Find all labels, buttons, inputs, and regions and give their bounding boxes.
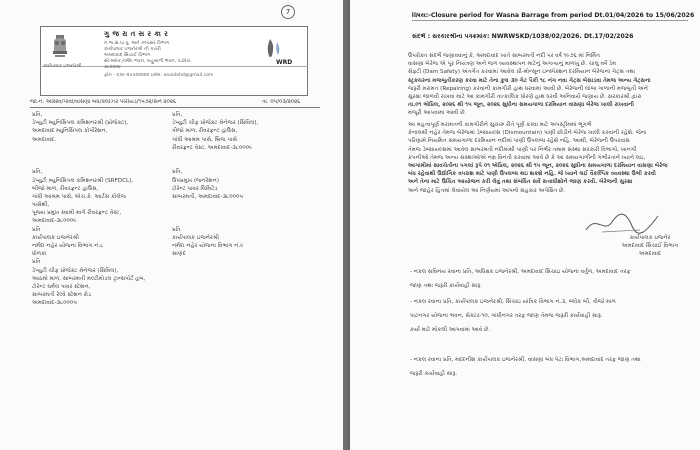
recipient-line: ડેપ્યુટી મ્યુનિસિપલ કમિશનરશ્રી (SRFDCL), [32, 177, 134, 184]
body-line: કંપનીઓ તેમજ અન્ય સંસ્થાઓએ નમ્ર વિનંતી કરવામાં આવે છે કે આ સમયગાળીની ગંભીરતાને ધ્યાને લઇ, [408, 154, 646, 161]
page-gutter [343, 0, 350, 450]
body-line: મંજૂરી આપવામાં આવી છે. [408, 110, 467, 117]
body-line: સેફ્ટી (Dam Safety) અંતર્ગત કરવામાં આવેલ પ્રી-મોન્સૂન ઇન્સ્પેક્શન દરમિયાન બેરેજના ગેટ્સ તથા [408, 69, 636, 76]
recipient-line: કાર્યપાલક ઇજનેરશ્રી [172, 234, 219, 241]
recipient-line: પ્રતિ [32, 259, 41, 266]
recipient-line: ઉપપ્રમુખ (જનરેશન) [172, 177, 220, 184]
body-line: અને તેના માટે ઉચિત આયોજન કરી લેવું તથા સંબંધિત સર્વે સત્તાધીશોને જાણ કરવી. બેરેજની સુરક્ષા [408, 179, 633, 186]
recipient-line [172, 160, 322, 168]
recipient-line: પ્રતિ, [32, 169, 43, 176]
body-line: સ્ટ્રક્ચરના મજબુતીકરણ કરવા માટે તેના કુલ ૩૦ ગેટ પૈકી ૧૮ નંગ નવા ગેટ્સ બેસાડવા તેમજ અન્ય ગેટ્સના [408, 77, 651, 84]
recipient-line: સાબરમતી, અમદાવાદ-૩૮૦૦૦૫ [172, 193, 244, 200]
recipient-line [172, 209, 322, 217]
signature-line: અમદાવાદ [638, 251, 662, 258]
recipient-line: ડેપ્યુટી ચીફ પ્રોજેક્ટ મેનેજર (સિવિલ), [32, 267, 119, 274]
recipient-line: આઠમો માળ, સાબરમતી મલ્ટીમોડલ ટ્રાન્સપોર્ટ હબ, [32, 275, 146, 282]
recipient-line: રીવરફ્રન્ટ વેસ્ટ, અમદાવાદ-૩૮૦૦૦૯ [172, 144, 253, 151]
recipient-line: નર્મદા નહેર યોજના વિભાગ નં.૮ [32, 243, 104, 249]
body-line: પરિણામે નિયમિત સમયગાળા દરમિયાન નદીમાં પાણી ઉપલબ્ધ રહેશે નહિ. આથી, બેરેજની ઉપરવાસ [408, 138, 630, 145]
recipient-line: ટોરેન્ટ ઘર્મલ પાવર સ્ટેશન, [32, 283, 91, 290]
recipient-line: બીજો માળ, રીવરફ્રન્ટ હાઉસ, [32, 185, 99, 192]
letterhead-title: ગુ જ રા ત સ ર કા ર [104, 31, 169, 38]
recipient-line [172, 201, 322, 209]
letterhead-line-1: ન.જ.સ.પા.પુ. અને કલ્પસર વિભાગ [104, 41, 170, 46]
subject-line: વિષય:-Closure period for Wasna Barrage from period Dt.01/04/2026 to 15/06/2026 [412, 12, 694, 19]
recipient-line: પ્રતિ, [32, 112, 43, 118]
copy-line: જરૂરી કાર્યવાહી સારૂ. [410, 371, 458, 377]
wrd-logo-text: WRD [276, 59, 293, 66]
reference-line: સંદર્ભ : સરકારશ્રીના પત્રક્રમાંક: NWRWSKD/1038/02/2026. Dt.17/02/2026 [412, 33, 634, 40]
recipient-line: ડેપ્યુટી મ્યુનિસિપલ કમિશનરશ્રી (પ્રોજેક્ટ), [32, 120, 129, 127]
recipient-line: નર્મદા નહેર યોજના વિભાગ નં.૯ [172, 243, 244, 249]
copy-line: જાણ તથા જરૂરી કાર્યવાહી સારૂ. [410, 283, 483, 289]
recipient-line: સાબરમતી રેલ્વે સ્ટેશન રોડ [32, 292, 92, 299]
letterhead-line-5: ૩૮૦૦૦૪ [104, 65, 121, 70]
recipient-line: કાર્યપાલક ઇજનેરશ્રી [32, 234, 79, 241]
body-line: અને જાહેર હિતમાં લેવાયેલ આ નિર્ણયમાં આપનો સહકાર અપેક્ષિત છે. [408, 187, 566, 194]
signature-block [600, 234, 700, 259]
recipient-line: ત્રીજો માળ, રીવરફ્રન્ટ હાઉસ, [172, 128, 238, 135]
signature-line: અમદાવાદ સિંચાઈ વિભાગ [621, 243, 679, 250]
body-line: ઉપરોક્ત સંદર્ભે જણાવવાનું કે, અમદાવાદ ખાતે સાબરમતી નદી પર વર્ષ ૧૯૭૬ માં નિર્મિત [408, 53, 600, 59]
signature-line: કાર્યપાલક ઇજનેર [629, 235, 671, 241]
copy-line: - નકલ રવાના પ્રતિ, મદદનીશ કાર્યપાલક ઇજનેરશ્રી, વાસણા બંધ પેટા વિભાગ,અમદાવાદ તરફ જાણ તથા [410, 357, 641, 363]
body-line: જરૂરી મરામત (Repairing) કરવાની કામગીરી હાથ ધરવામાં આવી છે. બેરેજની લાંબા ગાળાની મજબુતી અને [408, 85, 648, 92]
body-line: આગામીમાં સાવચેતીના પગલાં રૂપે ૦૧ એપ્રિલ, ૨૦૨૬ થી ૧૫ જૂન, ૨૦૨૬ સુધીના સમયગાળા દરમિયાન વાસણા બેરેજ [408, 162, 668, 169]
recipient-line [32, 144, 182, 152]
body-line: બંધ રહેવાથી ઉદ્યોગિક વપરાશ માટે પાણી ઉપલબ્ધ થઇ શકશે નહિ. જે ધ્યાને લઈ વૈકલ્પિક વ્યવસ્થા ઉભી કરવી [408, 171, 656, 178]
letter-page-right [350, 0, 700, 450]
recipient-line: પૂજ્ય પ્રમુખ સ્વામી માર્ગ રીવરફ્રન્ટ વેસ્ટ, [32, 210, 122, 217]
national-emblem-icon [47, 34, 73, 62]
recipient-line: ગાંધી આશ્રમ પાસે, એચ.કે. આર્ટસ કોલેજ [32, 193, 126, 200]
page-number-mark: 7 [281, 5, 295, 19]
recipient-line: પ્રતિ [32, 226, 41, 233]
copy-line: કર્યા માટે મોકલી આપવામાં આવે છે. [410, 327, 491, 333]
body-line: કેનાલથી નહેર તેમજ બેરેજમાં ડેબ્સાયલ્સ (Dismountain) પાણી છોડીને બેરેજ ખાલી કરવાની રહેશે. જેના [408, 130, 647, 137]
body-paragraph-1 [408, 52, 694, 118]
recipient-line [172, 152, 322, 160]
body-line: આ મહત્વપૂર્ણ મરામતની કામગીરીને સુચારુ રીતે પૂર્ણ કરવા માટે અપસ્ટ્રીમમાં ભૂગર્ભ [408, 122, 592, 128]
body-line: તા.૦૧ એપ્રિલ, ૨૦૨૬ થી ૧૫ જૂન, ૨૦૨૬ સુધીના સમયગાળા દરમિયાન વાસણા બેરેજ ખાલી રાખવાની [408, 102, 635, 109]
recipient-line: અમદાવાદ-૩૮૦૦૦૯ [32, 218, 77, 225]
recipient-line: અમદાવાદ. [32, 136, 57, 143]
letterhead-line-4: સી-બ્લોક,નર્મદા ભવન, બહુમાળી ભવન, વડોદરા, [104, 59, 192, 64]
ref-underline [30, 107, 320, 108]
copy-line: - નકલ રવાના પ્રતિ, કાર્યપાલક ઇજનેરશ્રી, સિંચાઇ યાંત્રિક વિભાગ નં.૩, બ્લોક બી, ત્રીજો માળ [410, 299, 616, 305]
recipient-line [32, 152, 182, 160]
copy-to-list [410, 268, 694, 384]
letterhead-line-3: અમદાવાદ સિંચાઈ વિભાગ [104, 53, 151, 58]
letter-page-left [0, 0, 343, 450]
emblem-caption: કાર્યપાલક ઇજનેરશ્રી [43, 64, 82, 69]
recipient-line: અમદાવાદ મ્યુનિસિપલ કોર્પોરેશન, [32, 128, 108, 135]
body-line: વાસણા બેરેજ એ પૂર નિયંત્રણ અને જળ વ્યવસ્થાપન માટેનું અગત્યનું માળખું છે. ચાલુ વર્ષે ડેમ [408, 61, 617, 68]
recipient-line: સાણંદ [172, 251, 186, 258]
recipient-line: ધોળકા [32, 251, 47, 258]
recipient-line: ટોરેન્ટ પાવર લિમિટેડ [172, 185, 218, 192]
subject-underline [412, 20, 688, 21]
body-line: તેમજ ડેબ્સાયલ્સમાં આવેલ સાબરમતી નદીમાંથી પાણી પર નિર્ભર તમામ સંસ્થા સરકારી વિભાગો, ખાનગી [408, 146, 637, 153]
recipient-line: પ્રતિ, [172, 169, 183, 176]
body-paragraph-2 [408, 121, 694, 195]
letterhead-line-2: કાર્યપાલક ઇજનેરશ્રી ની કચેરી [104, 47, 161, 52]
recipient-line: પ્રતિ, [172, 112, 183, 118]
recipients-column-1 [32, 111, 182, 308]
letter-date: તા. ૦૫/૦૩/૨૦૨૬ [262, 99, 301, 105]
recipient-line: ગાંધી આશ્રમ પાસે, બ્રિજ પાસે [172, 136, 238, 143]
recipient-line [32, 160, 182, 168]
recipient-line [172, 217, 322, 225]
recipients-column-2 [172, 111, 322, 258]
recipient-line: અમદાવાદ-૩૮૦૦૦૫ [32, 300, 77, 307]
body-line: સુરક્ષા જાળવી રાખવા માટે આ કામગીરી તાત્કાલિક ધોરણે હાથ ધરવી અનિવાર્ય જણાય છે. સરકારશ્રી દ્વારા [408, 93, 642, 100]
copy-line: પાટનગર યોજના ભવન, સેક્ટર-૧૦, ગાંધીનગર તરફ જાણ તેમજ જરૂરી કાર્યવાહી સારૂ. [410, 313, 603, 319]
copy-line: - નકલ સવિનય રવાના પ્રતિ, અધિક્ષક ઇજનેરશ્રી, અમદાવાદ સિંચાઇ યોજના વર્તુળ, અમદાવાદ તરફ [410, 269, 631, 275]
recipient-line: ડેપ્યુટી ચીફ પ્રોજેક્ટ મેનેજર (સિવિલ), [172, 120, 259, 127]
recipient-line: પાસેથી, [32, 202, 50, 209]
recipient-line: પ્રતિ [172, 226, 181, 233]
reference-number: જા.નં. અસિવિ/પીવી/વાસણા બંધ/ક્લોઝર પીરીયડ/૧૫૭૨/સને ૨૦૨૬ [30, 99, 177, 105]
letterhead-contact: ફોન - ૦૭૯-૨૫૫૦૦૦૦૦ ઇમેલ: eeaidahd@gmail.com [104, 73, 214, 78]
